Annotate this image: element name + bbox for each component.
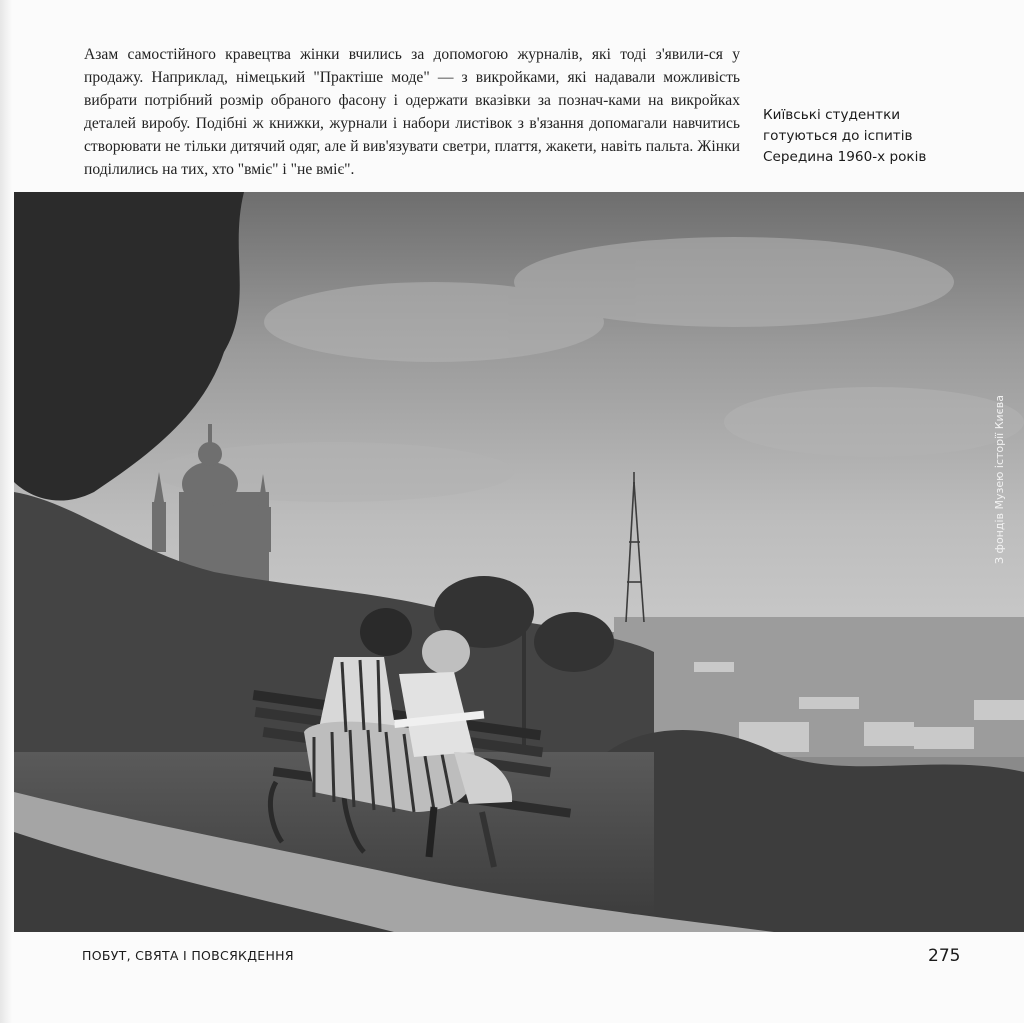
page-number: 275 [928, 946, 961, 966]
running-footer-title: ПОБУТ, СВЯТА І ПОВСЯКДЕННЯ [82, 948, 294, 963]
body-paragraph: Азам самостійного кравецтва жінки вчились за допомогою журналів, які тоді з'явили-ся у продажу. Наприклад, німецький "Практіше моде" — з викройками, які надавали можливість вибрати потрібний розмір обраного фасону і одержати вказівки за познач-ками на викройках деталей виробу. Подібні ж книжки, журнали і набори листівок з в'язання допомагали навчитись створювати не тільки дитячий одяг, але й вив'язувати светри, плаття, жакети, навіть пальта. Жінки поділились на тих, хто "вміє" і "не вміє". [84, 46, 740, 178]
caption-line-2: готуються до іспитів [763, 128, 913, 144]
caption-line-3: Середина 1960-х років [763, 149, 927, 165]
photo-illustration [14, 192, 1024, 932]
photo-caption [763, 105, 983, 168]
photo-credit: З фондів Музею історії Києва [993, 395, 1006, 564]
page-gutter [0, 0, 12, 1023]
caption-line-1: Київські студентки [763, 107, 901, 123]
archival-photo [14, 192, 1024, 932]
